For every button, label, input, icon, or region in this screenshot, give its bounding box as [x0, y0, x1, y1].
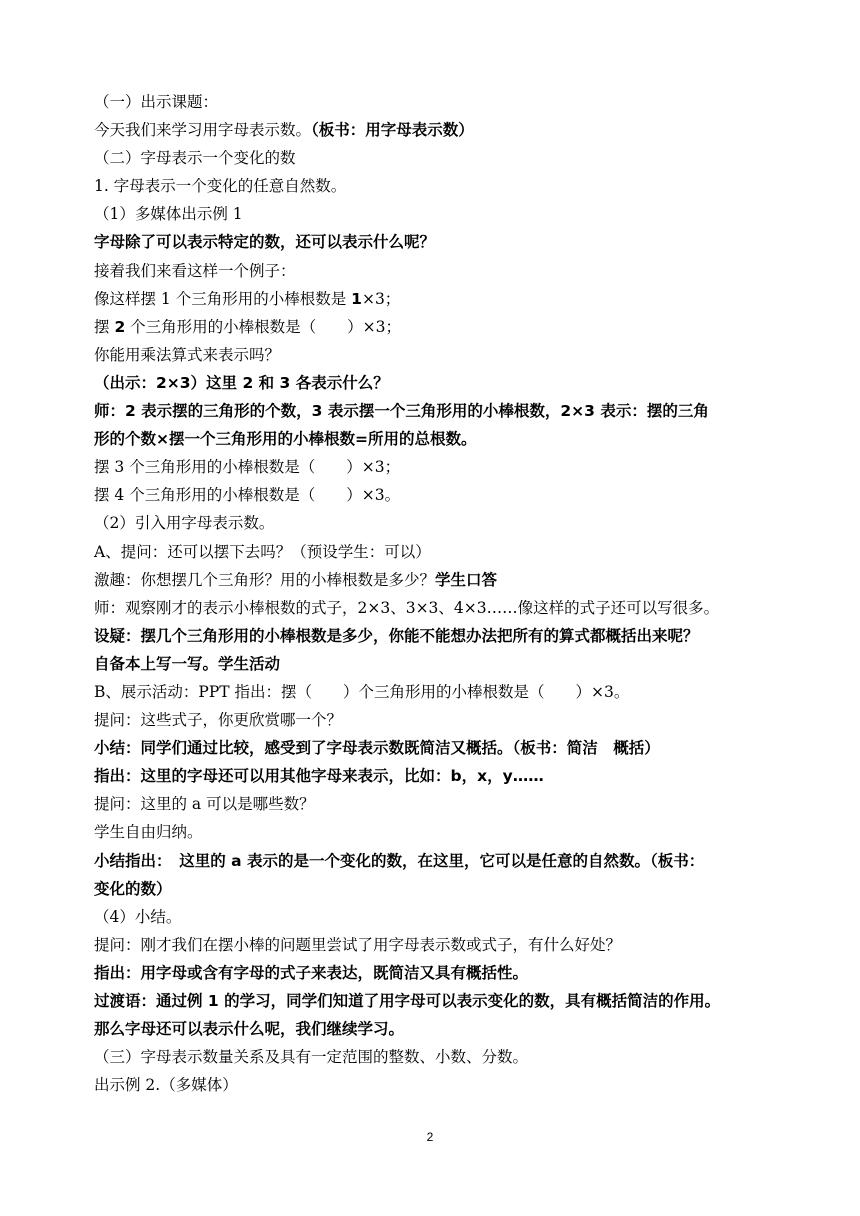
text-segment: 1 — [351, 289, 362, 308]
text-line: 变化的数） — [94, 879, 172, 898]
text-line — [94, 313, 786, 341]
text-segment: 学生口答 — [435, 570, 498, 589]
text-line: 字母除了可以表示特定的数，还可以表示什么呢？ — [94, 233, 436, 252]
text-line: 学生自由归纳。 — [94, 823, 203, 842]
text-line: （2）引入用字母表示数。 — [94, 514, 275, 533]
text-line: （4）小结。 — [94, 907, 182, 926]
text-line: 小结：同学们通过比较，感受到了字母表示数既简洁又概括。（板书：简洁 概括） — [94, 739, 660, 758]
text-line: B、展示活动：PPT 指出：摆（ ）个三角形用的小棒根数是（ ）×3。 — [94, 682, 630, 701]
text-line: 提问：这里的 a 可以是哪些数？ — [94, 795, 315, 814]
text-line: 指出：这里的字母还可以用其他字母来表示，比如：b，x，y…… — [94, 767, 544, 786]
text-line: 小结指出： 这里的 a 表示的是一个变化的数，在这里，它可以是任意的自然数。（板书： — [94, 851, 705, 870]
text-segment: ×3； — [361, 289, 401, 308]
text-segment: 2 — [114, 317, 126, 336]
text-line: 摆 4 个三角形用的小棒根数是（ ）×3。 — [94, 486, 401, 505]
text-line: 提问：这些式子，你更欣赏哪一个？ — [94, 711, 343, 730]
text-line: （二）字母表示一个变化的数 — [94, 149, 296, 168]
text-line: 摆 3 个三角形用的小棒根数是（ ）×3； — [94, 458, 401, 477]
text-line: A、提问：还可以摆下去吗？（预设学生：可以） — [94, 542, 431, 561]
text-line: 师：2 表示摆的三角形的个数，3 表示摆一个三角形用的小棒根数，2×3 表示：摆的三角 — [94, 402, 709, 421]
text-line: （出示：2×3）这里 2 和 3 各表示什么？ — [94, 373, 389, 392]
text-segment: 像这样摆 1 个三角形用的小棒根数是 — [94, 289, 352, 308]
text-line: 设疑：摆几个三角形用的小棒根数是多少，你能不能想办法把所有的算式都概括出来呢？ — [94, 626, 699, 645]
text-line: 1. 字母表示一个变化的任意自然数。 — [94, 177, 347, 196]
page-number: 2 — [426, 1130, 434, 1144]
text-segment: 今天我们来学习用字母表示数。 — [94, 121, 312, 140]
text-line: （三）字母表示数量关系及具有一定范围的整数、小数、分数。 — [94, 1048, 529, 1067]
text-line — [94, 116, 786, 144]
text-line: 接着我们来看这样一个例子： — [94, 261, 296, 280]
text-line: （1）多媒体出示例 1 — [94, 205, 243, 224]
text-line: 提问：刚才我们在摆小棒的问题里尝试了用字母表示数或式子，有什么好处？ — [94, 935, 622, 954]
text-segment: 个三角形用的小棒根数是（ ）×3； — [125, 317, 402, 336]
text-line: 过渡语：通过例 1 的学习，同学们知道了用字母可以表示变化的数，具有概括简洁的作用。 — [94, 992, 721, 1010]
text-line: （一）出示课题： — [94, 93, 219, 111]
text-line: 指出：用字母或含有字母的式子来表达，既简洁又具有概括性。 — [94, 963, 529, 982]
text-line: 出示例 2.（多媒体） — [94, 1076, 238, 1095]
text-segment: 激趣：你想摆几个三角形？用的小棒根数是多少？ — [94, 570, 436, 589]
text-segment: 摆 — [94, 317, 115, 336]
text-line: 那么字母还可以表示什么呢，我们继续学习。 — [94, 1020, 405, 1039]
text-line: 你能用乘法算式来表示吗？ — [94, 345, 281, 364]
text-line: 自备本上写一写。学生活动 — [94, 654, 281, 673]
document-body — [94, 88, 786, 1099]
text-line: 师：观察刚才的表示小棒根数的式子，2×3、3×3、4×3……像这样的式子还可以写很多。 — [94, 598, 720, 617]
text-line: 形的个数×摆一个三角形用的小棒根数=所用的总根数。 — [94, 430, 477, 449]
text-line — [94, 285, 786, 313]
text-line — [94, 566, 786, 594]
text-segment: （板书：用字母表示数） — [311, 121, 474, 140]
